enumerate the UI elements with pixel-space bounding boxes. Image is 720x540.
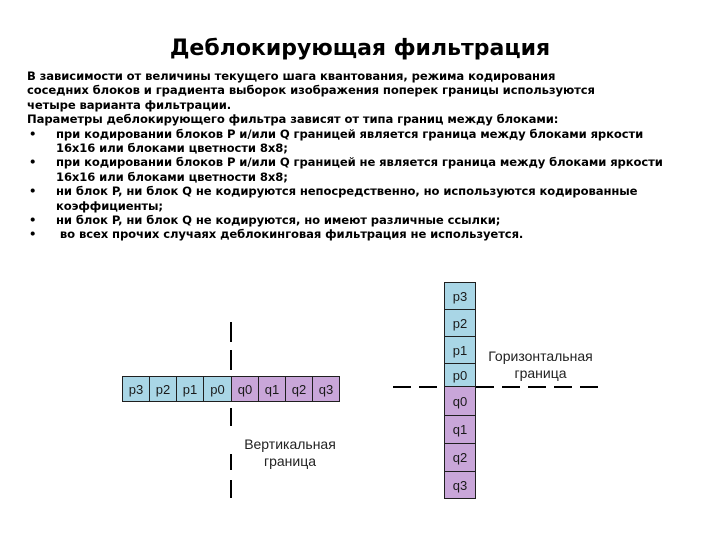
bullet-line: • при кодировании блоков P и/или Q границей является граница между блоками яркости xyxy=(56,126,644,141)
sample-cell-p1: p1 xyxy=(444,336,476,364)
horizontal-boundary-line xyxy=(580,386,598,388)
vertical-boundary-line xyxy=(230,322,232,342)
horizontal-boundary-caption xyxy=(478,348,603,382)
sample-cell-p3: p3 xyxy=(444,282,476,310)
bullet-line: 16x16 или блоками цветности 8x8; xyxy=(56,141,288,156)
intro-line: соседних блоков и градиента выборок изображения поперек границы используются xyxy=(27,83,595,98)
horizontal-boundary-line xyxy=(554,386,572,388)
horizontal-boundary-line xyxy=(502,386,520,388)
vertical-boundary-caption xyxy=(230,436,350,470)
sample-cell-q3: q3 xyxy=(312,376,340,402)
sample-cell-p2: p2 xyxy=(444,309,476,337)
bullet-line: • ни блок P, ни блок Q не кодируются непосредственно, но используются кодированные xyxy=(56,184,638,199)
sample-cell-q2: q2 xyxy=(444,443,476,472)
bullet-line: • при кодировании блоков P и/или Q границей не является граница между блоками яркости xyxy=(56,155,663,170)
caption-line: граница xyxy=(263,453,317,469)
sample-cell-p3: p3 xyxy=(122,376,150,402)
intro-line: В зависимости от величины текущего шага квантования, режима кодирования xyxy=(27,69,556,83)
horizontal-boundary-line xyxy=(476,386,494,388)
caption-line: граница xyxy=(514,365,567,381)
sample-cell-q0: q0 xyxy=(444,386,476,416)
bullet-line: • во всех прочих случаях деблокинговая фильтрация не используется. xyxy=(56,227,524,242)
slide-title: Деблокирующая фильтрация xyxy=(169,36,551,61)
bullet-line: 16x16 или блоками цветности 8x8; xyxy=(56,169,288,184)
sample-cell-q3: q3 xyxy=(444,471,476,499)
sample-cell-q1: q1 xyxy=(444,415,476,444)
sample-cell-p0: p0 xyxy=(444,363,476,387)
horizontal-boundary-line xyxy=(528,386,546,388)
vertical-boundary-line xyxy=(230,408,232,426)
bullet-line: • ни блок P, ни блок Q не кодируются, но имеют различные ссылки; xyxy=(56,213,501,228)
vertical-boundary-line xyxy=(230,480,232,498)
caption-line: Горизонтальная xyxy=(488,348,593,364)
sample-cell-q1: q1 xyxy=(258,376,286,402)
vertical-boundary-line xyxy=(230,350,232,370)
horizontal-boundary-line xyxy=(393,386,411,388)
sample-cell-p1: p1 xyxy=(176,376,204,402)
intro-line: Параметры деблокирующего фильтра зависят от типа границ между блоками: xyxy=(27,112,559,127)
sample-cell-p2: p2 xyxy=(149,376,177,402)
sample-cell-p0: p0 xyxy=(203,376,232,402)
bullet-line: коэффициенты; xyxy=(56,198,163,213)
caption-line: Вертикальная xyxy=(244,436,336,452)
sample-cell-q2: q2 xyxy=(285,376,313,402)
horizontal-boundary-line xyxy=(419,386,437,388)
sample-cell-q0: q0 xyxy=(231,376,259,402)
intro-line: четыре варианта фильтрации. xyxy=(27,97,232,112)
